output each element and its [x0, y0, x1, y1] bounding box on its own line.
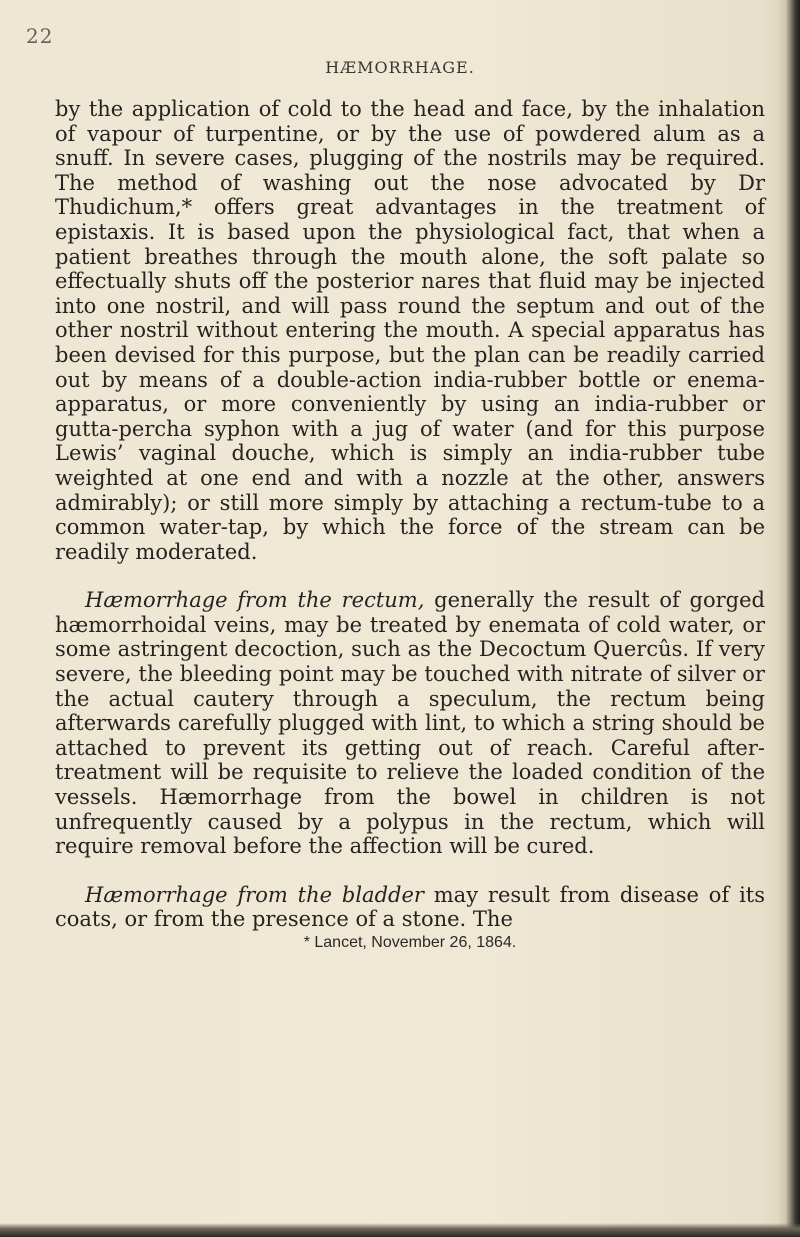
footnote: * Lancet, November 26, 1864. [303, 934, 517, 951]
paragraph-rectal-haemorrhage [55, 588, 765, 859]
page-edge-shadow [778, 0, 800, 1237]
body-text [55, 97, 765, 954]
paragraph-rectum-text: generally the result of gorged hæmorrhoidal veins, may be treated by enemata of cold water, or some astringent decoction, such as the Decoctum Quercûs. If very severe, the bleeding point may be touched with nitrate of silver or the actual cautery through a speculum, the rectum being afterwards carefully plugged with lint, to which a string should be attached to prevent its getting out of reach. Careful after-treatment will be requisite to relieve the loaded condition of the vessels. Hæmorrhage from the bowel in children is not unfrequently caused by a polypus in the rectum, which will require removal before the affection will be cured. [55, 588, 765, 859]
italic-lead-rectum: Hæmorrhage from the rectum, [85, 588, 425, 613]
paragraph-epistaxis: by the application of cold to the head and face, by the inhalation of vapour of turpentine, or by the use of powdered alum as a snuff. In severe cases, plugging of the nostrils may be required. The method of washing out the nose advocated by Dr Thudichum,* offers great advantages in the treatment of epistaxis. It is based upon the physiological fact, that when a patient breathes through the mouth alone, the soft palate so effectually shuts off the posterior nares that fluid may be injected into one nostril, and will pass round the septum and out of the other nostril without entering the mouth. A special apparatus has been devised for this purpose, but the plan can be readily carried out by means of a double-action india-rubber bottle or enema-apparatus, or more conveniently by using an india-rubber or gutta-percha syphon with a jug of water (and for this purpose Lewis’ vaginal douche, which is simply an india-rubber tube weighted at one end and with a nozzle at the other, answers admirably); or still more simply by attaching a rectum-tube to a common water-tap, by which the force of the stream can be readily moderated. [55, 97, 765, 564]
paragraph-spacer [55, 859, 765, 883]
page-bottom-shadow [0, 1223, 800, 1237]
paragraph-bladder-text: may result from disease of its coats, or from the presence of a stone. The [55, 882, 765, 932]
running-head: HÆMORRHAGE. [325, 58, 475, 77]
paragraph-spacer [55, 564, 765, 588]
italic-lead-bladder: Hæmorrhage from the bladder [85, 882, 424, 907]
page-number: 22 [26, 24, 54, 48]
paragraph-bladder-haemorrhage [55, 883, 765, 932]
